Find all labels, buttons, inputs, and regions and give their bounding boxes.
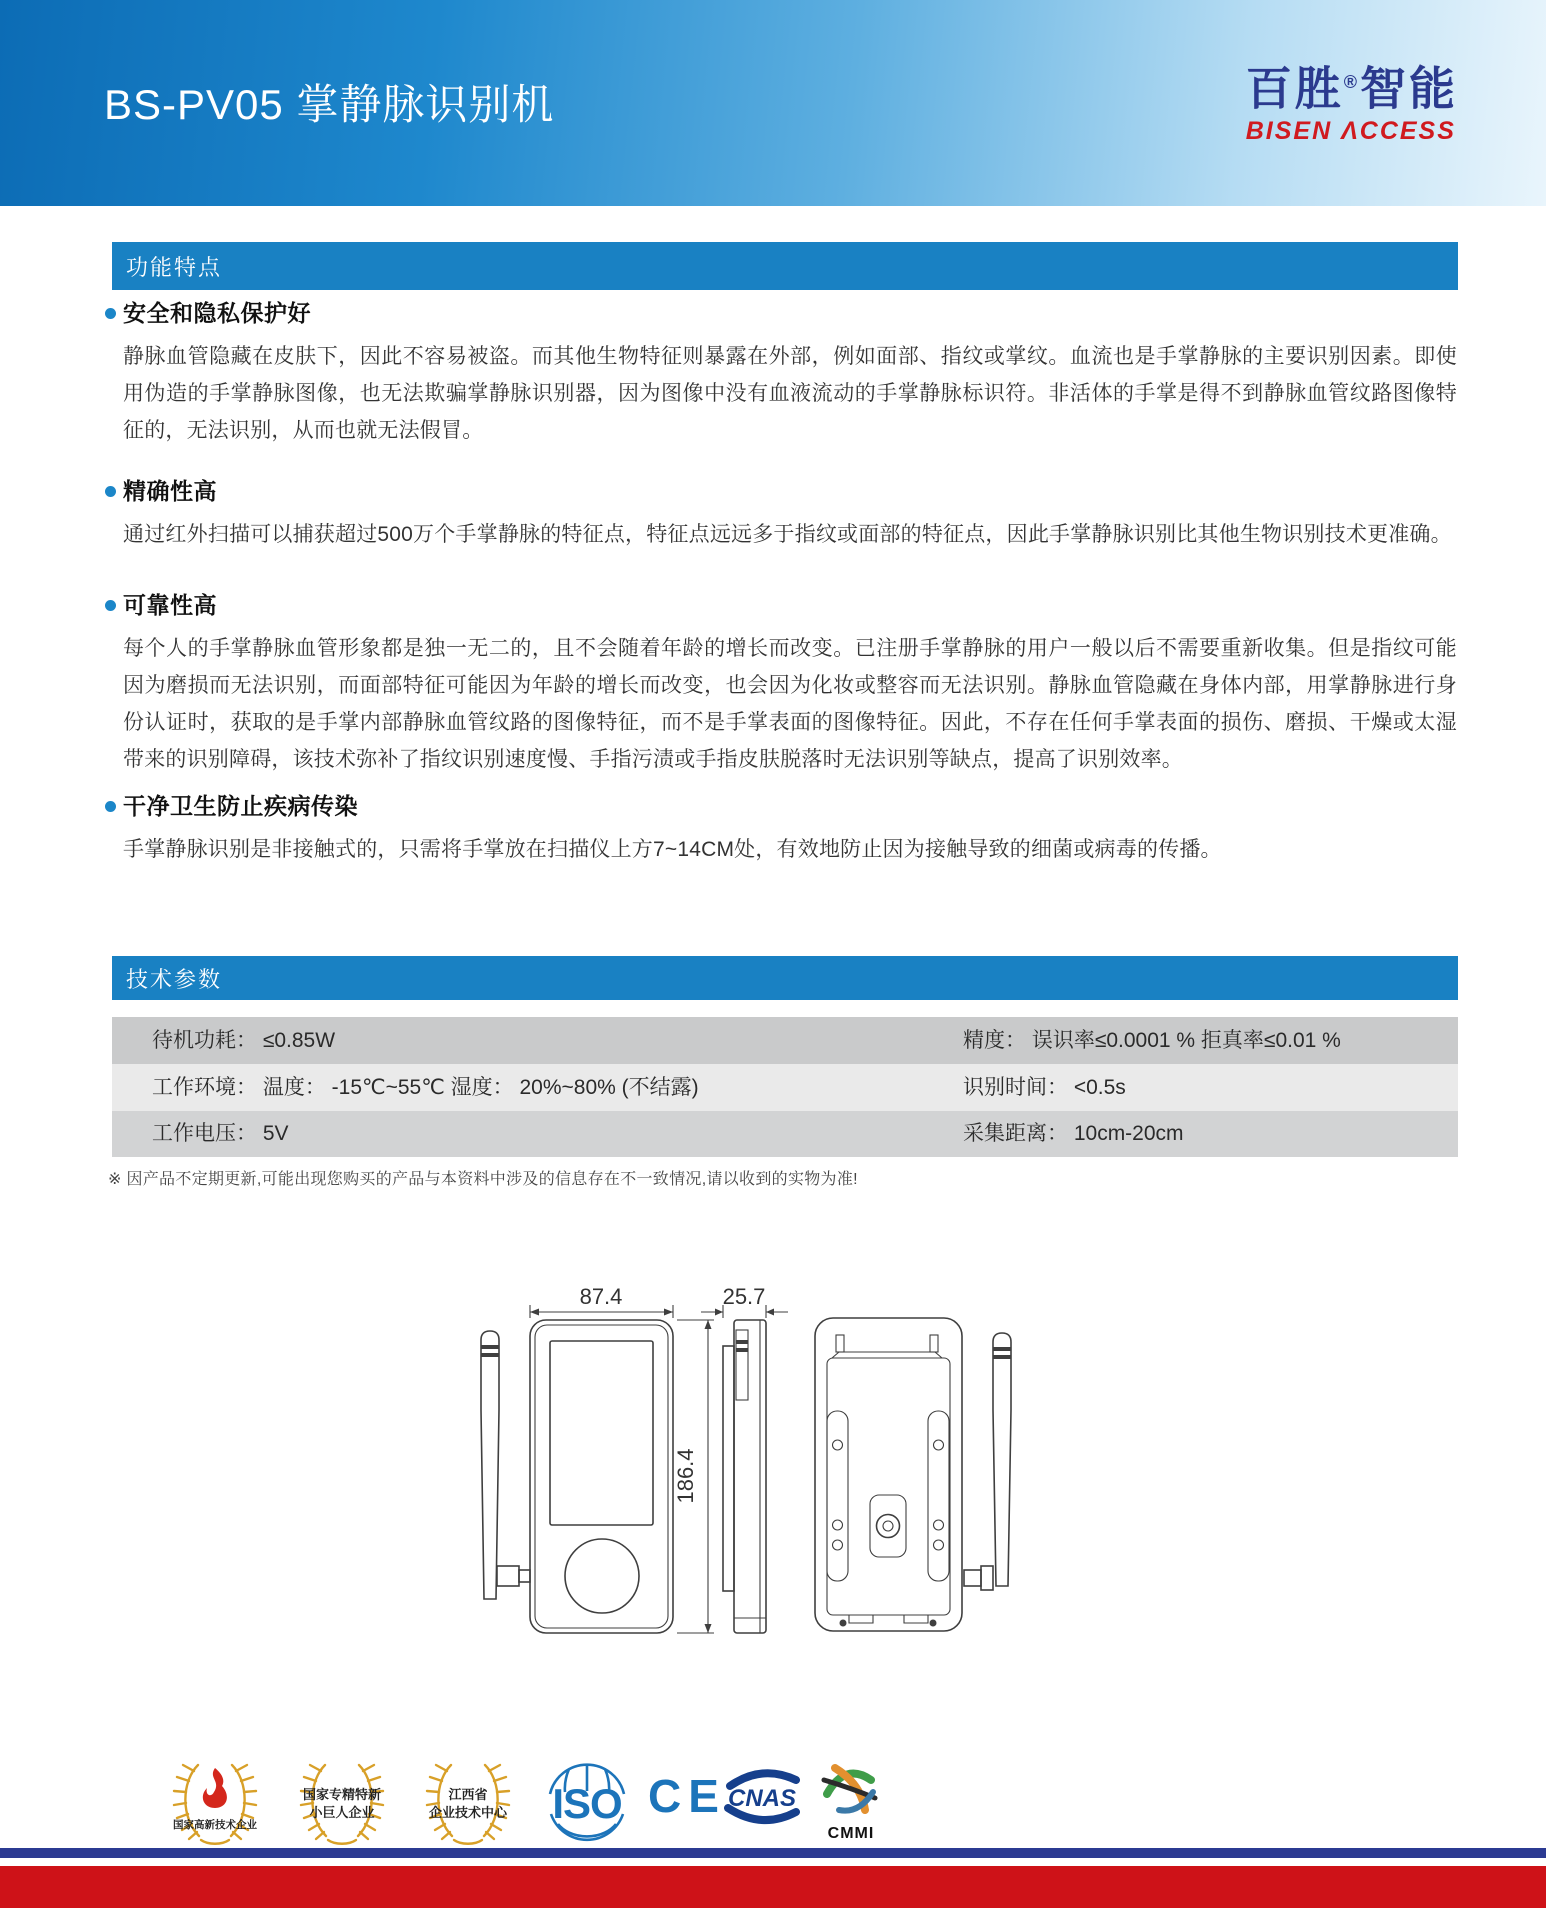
mount-bracket-top <box>832 1335 942 1358</box>
dimension-drawing <box>440 1278 1040 1673</box>
spec-cell-capture-distance: 采集距离： 10cm-20cm <box>963 1122 1184 1145</box>
mount-rail-left <box>827 1411 848 1581</box>
back-view <box>815 1318 1011 1631</box>
bullet-dot-icon <box>105 308 116 319</box>
feature-body: 通过红外扫描可以捕获超过500万个手掌静脉的特征点，特征点远远多于指纹或面部的特征点，因此手掌静脉识别比其他生物识别技术更准确。 <box>123 523 1452 546</box>
cert-badge-little-giant <box>295 1756 389 1848</box>
cert-badge-label: 企业技术中心 <box>428 1805 508 1820</box>
brand-logo-en: BISEN ΛCCESS <box>1245 117 1456 146</box>
iso-label: ISO <box>552 1780 622 1827</box>
dim-depth <box>701 1284 788 1318</box>
section-bar-features <box>112 242 1458 290</box>
cert-badge-label: 国家专精特新 <box>302 1787 382 1802</box>
dim-width <box>530 1284 673 1318</box>
dim-height <box>673 1320 714 1633</box>
page-header <box>0 0 1546 206</box>
feature-title: 干净卫生防止疾病传染 <box>123 793 358 819</box>
section-bar-specs-label: 技术参数 <box>126 966 223 992</box>
front-view <box>481 1284 714 1633</box>
cert-badge-label: 江西省 <box>448 1787 488 1802</box>
brand-logo-cn <box>1246 56 1458 114</box>
feature-title: 安全和隐私保护好 <box>123 300 311 326</box>
dim-width-label: 87.4 <box>579 1284 623 1309</box>
cmmi-sphere-icon <box>824 1768 875 1811</box>
cert-badge-national-hightech <box>168 1756 262 1848</box>
feature-title: 可靠性高 <box>123 592 217 618</box>
bottom-clips <box>840 1615 937 1627</box>
antenna-right <box>964 1333 1011 1590</box>
bullet-dot-icon <box>105 486 116 497</box>
feature-body: 每个人的手掌静脉血管形象都是独一无二的，且不会随着年龄的增长而改变。已注册手掌静脉的用户一般以后不需要重新收集。但是指纹可能因为磨损而无法识别，而面部特征可能因为年龄的增长而改变，也会因为化妆或整容而无法识别。静脉血管隐藏在身体内部，用掌静脉进行身份认证时，获取的是手掌内部静脉血管纹路的图像特征，而不是手掌表面的图像特征。因此，不存在任何手掌表面的损伤、磨损、干燥或太湿带来的识别障碍，该技术弥补了指纹识别速度慢、手指污渍或手指皮肤脱落时无法识别等缺点，提高了识别效率。 <box>123 637 1457 771</box>
feature-item-accuracy <box>105 478 1457 553</box>
spec-table-row <box>112 1064 1458 1111</box>
mount-rail-right <box>928 1411 949 1581</box>
feature-item-hygiene <box>105 793 1457 868</box>
cert-badge-tech-center <box>421 1756 515 1848</box>
cert-badge-label: 国家高新技术企业 <box>173 1819 257 1831</box>
feature-body: 静脉血管隐藏在皮肤下，因此不容易被盗。而其他生物特征则暴露在外部，例如面部、指纹或掌纹。血流也是手掌静脉的主要识别因素。即使用伪造的手掌静脉图像，也无法欺骗掌静脉识别器，因为图像中没有血液流动的手掌静脉标识符。非活体的手掌是得不到静脉血管纹路图像特征的，无法识别，从而也就无法假冒。 <box>123 345 1457 442</box>
brand-cn-part1: 百胜 <box>1245 62 1344 115</box>
feature-item-security <box>105 300 1457 449</box>
cert-ce-logo: CE <box>648 1770 726 1822</box>
cert-iso-logo <box>543 1760 631 1844</box>
feature-item-reliability <box>105 592 1457 778</box>
side-view <box>701 1284 788 1633</box>
cnas-label: CNAS <box>727 1785 797 1812</box>
page-title: BS-PV05 掌静脉识别机 <box>104 81 555 128</box>
section-bar-specs <box>112 956 1458 1000</box>
cert-cnas-logo <box>720 1766 804 1832</box>
spec-cell-standby-power: 待机功耗： ≤0.85W <box>152 1029 336 1052</box>
spec-cell-environment: 工作环境： 温度： -15℃~55℃ 湿度： 20%~80% (不结露) <box>152 1076 699 1099</box>
screen-outline <box>550 1341 653 1525</box>
palm-sensor-outline <box>565 1539 639 1613</box>
antenna-left <box>481 1331 530 1599</box>
bullet-dot-icon <box>105 600 116 611</box>
brand-cn-part2: 智能 <box>1360 62 1458 115</box>
footer-red-bar <box>0 1866 1546 1908</box>
cert-badge-label: 小巨人企业 <box>309 1805 375 1820</box>
section-bar-features-label: 功能特点 <box>126 254 223 280</box>
spec-cell-voltage: 工作电压： 5V <box>152 1122 289 1145</box>
feature-body: 手掌静脉识别是非接触式的，只需将手掌放在扫描仪上方7~14CM处，有效地防止因为接触导致的细菌或病毒的传播。 <box>123 838 1222 861</box>
feature-title: 精确性高 <box>123 478 217 504</box>
mount-center <box>870 1495 906 1557</box>
spec-table-row <box>112 1017 1458 1064</box>
flame-icon <box>203 1768 227 1808</box>
footer-navy-bar <box>0 1848 1546 1858</box>
dim-depth-label: 25.7 <box>722 1284 766 1309</box>
brand-logo <box>1246 56 1458 146</box>
registered-mark: ® <box>1343 72 1360 92</box>
spec-cell-recognition-time: 识别时间： <0.5s <box>963 1076 1126 1099</box>
bullet-dot-icon <box>105 801 116 812</box>
cert-cmmi-logo <box>818 1758 884 1846</box>
dim-height-label: 186.4 <box>673 1448 698 1504</box>
disclaimer-note: ※ 因产品不定期更新,可能出现您购买的产品与本资料中涉及的信息存在不一致情况,请以收到的实物为准! <box>108 1171 858 1188</box>
spec-cell-precision: 精度： 误识率≤0.0001 % 拒真率≤0.01 % <box>963 1029 1341 1052</box>
cmmi-label: CMMI <box>827 1825 875 1842</box>
spec-table-row <box>112 1111 1458 1157</box>
